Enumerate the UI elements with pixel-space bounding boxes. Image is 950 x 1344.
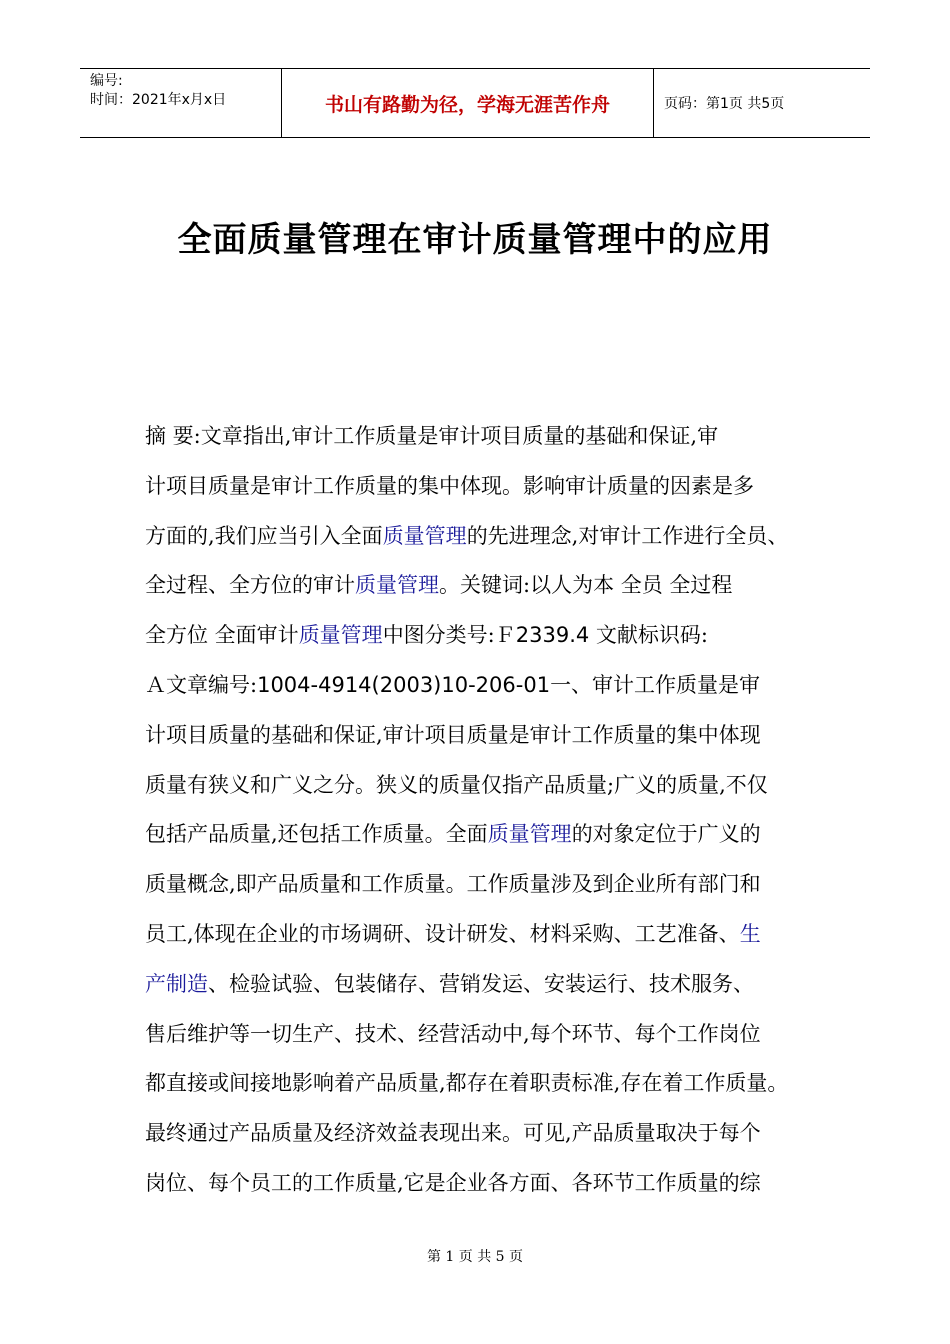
body-text-segment: 摘 要:文章指出,审计工作质量是审计项目质量的基础和保证,审 — [145, 424, 719, 448]
body-number: 1004-4914(2003)10-206-01 — [257, 672, 551, 697]
body-text-segment: 包括产品质量,还包括工作质量。全面 — [145, 822, 488, 847]
keyword-link[interactable]: 质量管理 — [298, 623, 383, 648]
body-line — [145, 661, 813, 711]
body-text-segment: 的对象定位于广义的 — [571, 822, 761, 847]
body-text-segment: 质量有狭义和广义之分。狭义的质量仅指产品质量;广义的质量,不仅 — [145, 772, 768, 797]
body-line — [145, 1109, 813, 1159]
body-text-segment: 售后维护等一切生产、技术、经营活动中,每个环节、每个工作岗位 — [145, 1021, 761, 1046]
body-line — [145, 711, 813, 761]
body-line — [145, 1059, 813, 1109]
time-label: 时间：2021年x月x日 — [90, 92, 227, 108]
body-text-segment: 一、审计工作质量是审 — [550, 672, 761, 697]
body-text-segment: 、检验试验、包装储存、营销发运、安装运行、技术服务、 — [208, 971, 754, 996]
body-text-segment: 都直接或间接地影响着产品质量,都存在着职责标准,存在着工作质量。 — [145, 1071, 789, 1096]
body-text-segment: 的先进理念,对审计工作进行全员、 — [466, 523, 789, 548]
body-line — [145, 611, 813, 661]
body-text-segment: 计项目质量是审计工作质量的集中体现。影响审计质量的因素是多 — [145, 473, 754, 498]
body-line — [145, 860, 813, 910]
body-text-segment: 文献标识码: — [589, 623, 709, 648]
body-text-segment: 全过程、全方位的审计 — [145, 573, 355, 598]
header-page-cell — [654, 69, 870, 137]
page-footer: 第 1 页 共 5 页 — [426, 1249, 524, 1265]
keyword-link[interactable]: 质量管理 — [382, 523, 467, 548]
body-line — [145, 412, 813, 462]
body-text-segment: 。关键词:以人为本 全员 全过程 — [439, 573, 733, 598]
serial-label: 编号: — [90, 73, 123, 89]
header-meta-cell — [80, 69, 282, 137]
page-info: 页码：第1页 共5页 — [664, 96, 785, 112]
body-text-segment: 质量概念,即产品质量和工作质量。工作质量涉及到企业所有部门和 — [145, 872, 761, 897]
body-text-segment: 全方位 全面审计 — [145, 623, 299, 648]
body-text-segment: Ａ文章编号: — [145, 672, 258, 697]
header-motto-cell — [282, 69, 654, 137]
body-line — [145, 1159, 813, 1209]
motto-text: 书山有路勤为径，学海无涯苦作舟 — [324, 93, 610, 116]
body-text-segment: 计项目质量的基础和保证,审计项目质量是审计工作质量的集中体现 — [145, 722, 761, 747]
document-title: 全面质量管理在审计质量管理中的应用 — [177, 220, 773, 260]
keyword-link[interactable]: 生 — [739, 921, 761, 946]
keyword-link[interactable]: 质量管理 — [355, 573, 439, 598]
body-line — [145, 512, 813, 562]
body-line — [145, 462, 813, 512]
body-text-segment: 最终通过产品质量及经济效益表现出来。可见,产品质量取决于每个 — [145, 1121, 761, 1146]
body-text-segment: 方面的,我们应当引入全面 — [145, 523, 383, 548]
body-text-segment: 中图分类号:Ｆ — [382, 623, 516, 648]
keyword-link[interactable]: 质量管理 — [487, 822, 572, 847]
body-line — [145, 761, 813, 811]
body-text-segment: 岗位、每个员工的工作质量,它是企业各方面、各环节工作质量的综 — [145, 1170, 761, 1195]
body-number: 2339.4 — [515, 623, 590, 648]
body-line — [145, 810, 813, 860]
body-line — [145, 561, 813, 611]
header-table — [80, 68, 870, 138]
body-line — [145, 960, 813, 1010]
body-line — [145, 910, 813, 960]
keyword-link[interactable]: 产制造 — [145, 971, 208, 996]
body-line — [145, 1010, 813, 1060]
body-text-segment: 员工,体现在企业的市场调研、设计研发、材料采购、工艺准备、 — [145, 921, 740, 946]
document-body — [145, 412, 813, 1209]
